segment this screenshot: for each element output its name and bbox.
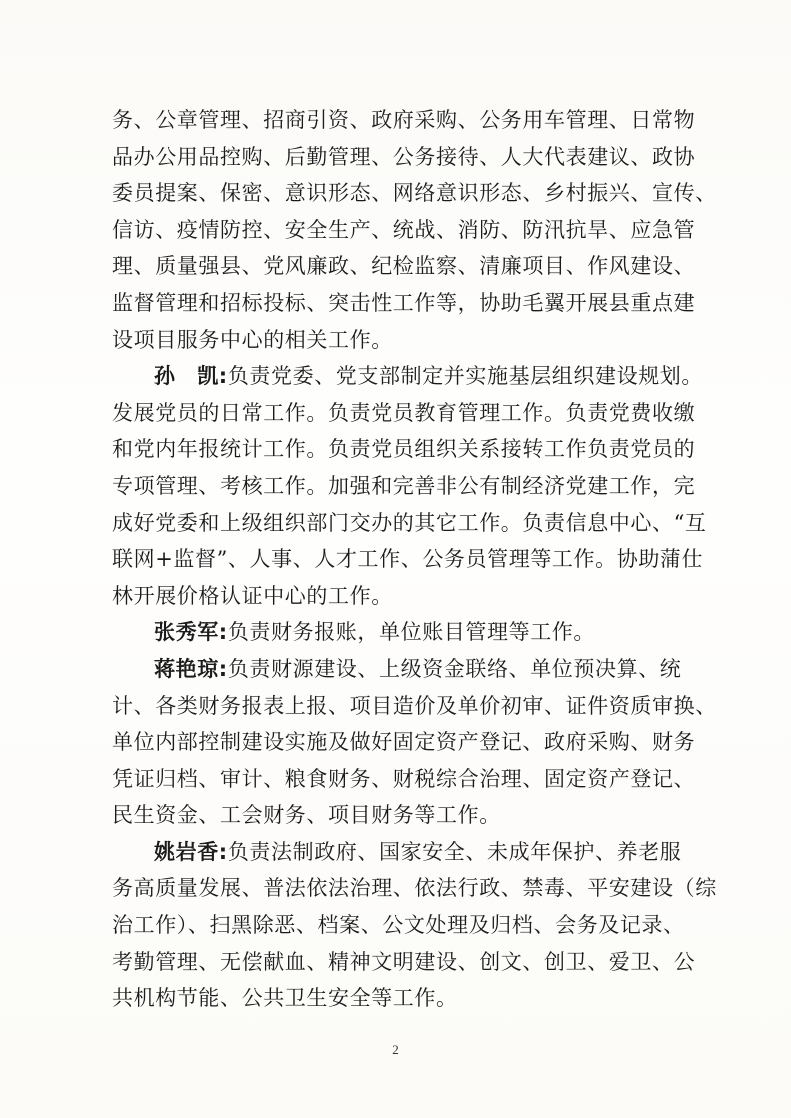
- text-line: 专项管理、考核工作。加强和完善非公有制经济党建工作，完: [112, 473, 696, 498]
- paragraph-zhang-xiujun: [112, 614, 688, 651]
- text-line: [112, 834, 688, 871]
- text-line: 计、各类财务报表上报、项目造价及单价初审、证件资质审换、: [112, 693, 717, 718]
- duty-text: 负责法制政府、国家安全、未成年保护、养老服: [227, 839, 682, 864]
- page-number: 2: [392, 1042, 399, 1057]
- text-line: 品办公用品控购、后勤管理、公务接待、人大代表建议、政协: [112, 144, 696, 169]
- text-line: 设项目服务中心的相关工作。: [112, 327, 393, 352]
- paragraph-yao-yanxiang: [112, 834, 717, 1017]
- body-text: [112, 102, 717, 1017]
- person-name: 张秀军:: [154, 620, 228, 645]
- text-line: 务、公章管理、招商引资、政府采购、公务用车管理、日常物: [112, 108, 696, 132]
- text-line: 成好党委和上级组织部门交办的其它工作。负责信息中心、“互: [112, 510, 707, 535]
- person-name: 孙 凯:: [154, 364, 228, 389]
- text-line: 理、质量强县、党风廉政、纪检监察、清廉项目、作风建设、: [112, 254, 696, 279]
- text-line: 发展党员的日常工作。负责党员教育管理工作。负责党费收缴: [112, 400, 696, 425]
- text-line: 监督管理和招标投标、突击性工作等，协助毛翼开展县重点建: [112, 290, 696, 315]
- paragraph-jiang-yanqiong: [112, 651, 717, 834]
- person-name: 蒋艳琼:: [154, 656, 228, 681]
- person-name: 姚岩香:: [154, 839, 228, 864]
- text-line: [112, 358, 704, 395]
- text-line: 和党内年报统计工作。负责党员组织关系接转工作负责党员的: [112, 437, 696, 462]
- paragraph-sun-kai: [112, 358, 707, 614]
- text-line: 务高质量发展、普法依法治理、依法行政、禁毒、平安建设（综: [112, 876, 717, 901]
- text-line: 信访、疫情防控、安全生产、统战、消防、防汛抗旱、应急管: [112, 217, 696, 242]
- text-line: 林开展价格认证中心的工作。: [112, 583, 393, 608]
- text-line: 考勤管理、无偿献血、精神文明建设、创文、创卫、爱卫、公: [112, 949, 696, 974]
- text-line: 治工作）、扫黑除恶、档案、公文处理及归档、会务及记录、: [112, 913, 685, 938]
- duty-text: 负责党委、党支部制定并实施基层组织建设规划。: [227, 364, 704, 389]
- text-line: [112, 614, 688, 651]
- text-line: 凭证归档、审计、粮食财务、财税综合治理、固定资产登记、: [112, 766, 696, 791]
- text-line: 单位内部控制建设实施及做好固定资产登记、政府采购、财务: [112, 730, 696, 755]
- text-line: 委员提案、保密、意识形态、网络意识形态、乡村振兴、宣传、: [112, 181, 717, 206]
- duty-text: 负责财源建设、上级资金联络、单位预决算、统: [227, 656, 682, 681]
- duty-text: 负责财务报账，单位账目管理等工作。: [227, 620, 596, 645]
- paragraph-continuation: [112, 102, 717, 358]
- text-line: 联网+监督”、人事、人才工作、公务员管理等工作。协助蒲仕: [112, 547, 704, 572]
- text-line: [112, 651, 688, 688]
- text-line: 共机构节能、公共卫生安全等工作。: [112, 986, 458, 1011]
- text-line: 民生资金、工会财务、项目财务等工作。: [112, 803, 501, 828]
